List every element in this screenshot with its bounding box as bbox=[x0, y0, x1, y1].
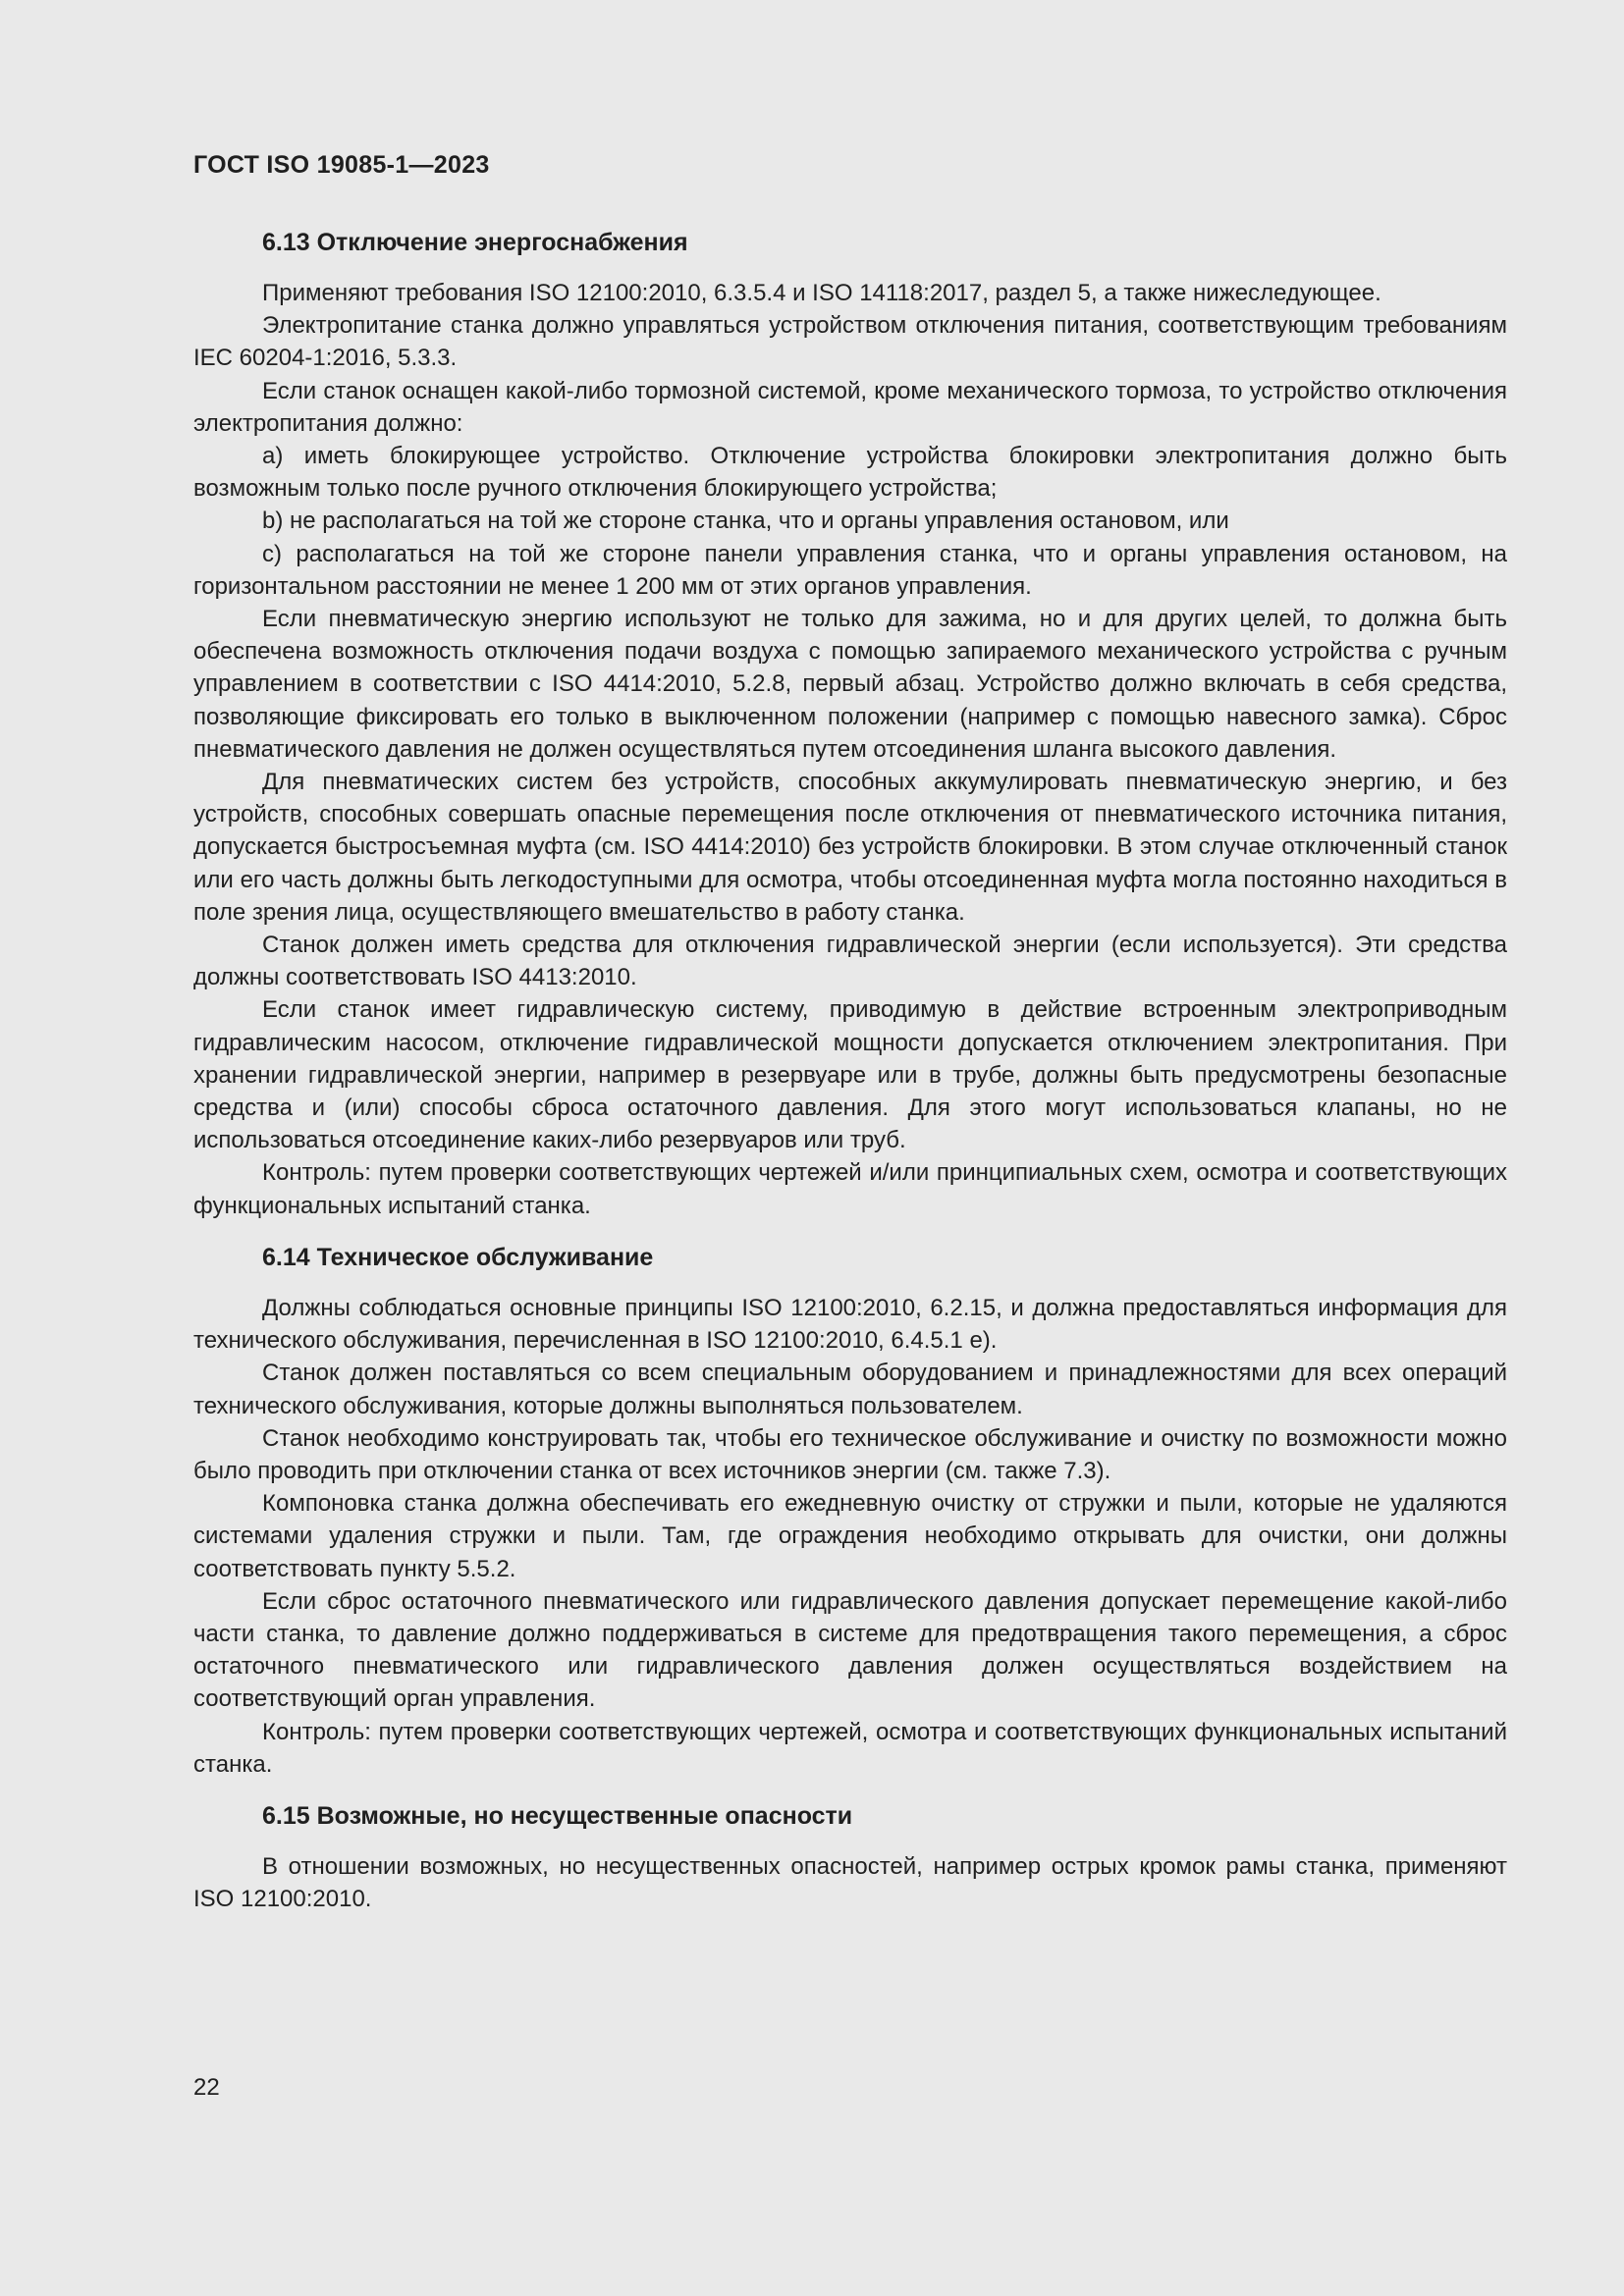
document-page bbox=[193, 145, 1507, 1915]
paragraph: Применяют требования ISO 12100:2010, 6.3.5.4 и ISO 14118:2017, раздел 5, а также нижеследующее. bbox=[262, 280, 1381, 306]
page-number: 22 bbox=[193, 2074, 220, 2101]
control-paragraph: Контроль: путем проверки соответствующих чертежей и/или принципиальных схем, осмотра и соответствующих функциональных испытаний станка. bbox=[193, 1159, 1507, 1219]
list-item-c: c) располагаться на той же стороне панели управления станка, что и органы управления остановом, на горизонтальном расстоянии не менее 1 200 мм от этих органов управления. bbox=[193, 540, 1507, 600]
section-title: 6.13 Отключение энергоснабжения bbox=[262, 229, 688, 256]
section-title: 6.14 Техническое обслуживание bbox=[262, 1243, 654, 1271]
paragraph: В отношении возможных, но несущественных опасностей, например острых кромок рамы станка, применяют ISO 12100:2010. bbox=[193, 1852, 1507, 1913]
paragraph: Если станок имеет гидравлическую систему, приводимую в действие встроенным электроприводным гидравлическим насосом, отключение гидравлической мощности допускается отключением электропитания. При хранении гидравлической энергии, например в резервуаре или в трубе, должны быть предусмотрены безопасные средства и (или) способы сброса остаточного давления. Для этого могут использоваться клапаны, но не использоваться отсоединение каких-либо резервуаров или труб. bbox=[193, 996, 1507, 1154]
paragraph: Для пневматических систем без устройств, способных аккумулировать пневматическую энергию, и без устройств, способных совершать опасные перемещения после отключения от пневматического источника питания, допускается быстросъемная муфта (см. ISO 4414:2010) без устройств блокировки. В этом случае отключенный станок или его часть должны быть легкодоступными для осмотра, чтобы отсоединенная муфта могла постоянно находиться в поле зрения лица, осуществляющего вмешательство в работу станка. bbox=[193, 769, 1507, 926]
section-6-15 bbox=[193, 1800, 1507, 1915]
section-6-14 bbox=[193, 1242, 1507, 1781]
paragraph: Станок должен поставляться со всем специальным оборудованием и принадлежностями для всех операций технического обслуживания, которые должны выполняться пользователем. bbox=[193, 1360, 1507, 1419]
paragraph: Если станок оснащен какой-либо тормозной системой, кроме механического тормоза, то устройство отключения электропитания должно: bbox=[193, 377, 1507, 437]
section-6-13 bbox=[193, 227, 1507, 1222]
paragraph: Компоновка станка должна обеспечивать его ежедневную очистку от стружки и пыли, которые не удаляются системами удаления стружки и пыли. Там, где ограждения необходимо открывать для очистки, они должны соответствовать пункту 5.5.2. bbox=[193, 1490, 1507, 1582]
paragraph: Если сброс остаточного пневматического или гидравлического давления допускает перемещение какой-либо части станка, то давление должно поддерживаться в системе для предотвращения такого перемещения, а сброс остаточного пневматического или гидравлического давления должен осуществляться воздействием на соответствующий орган управления. bbox=[193, 1587, 1507, 1713]
list-item-a: a) иметь блокирующее устройство. Отключение устройства блокировки электропитания должно быть возможным только после ручного отключения блокирующего устройства; bbox=[193, 443, 1507, 503]
paragraph: Электропитание станка должно управляться устройством отключения питания, соответствующим требованиям IEC 60204-1:2016, 5.3.3. bbox=[193, 312, 1507, 372]
control-paragraph: Контроль: путем проверки соответствующих чертежей, осмотра и соответствующих функциональных испытаний станка. bbox=[193, 1718, 1507, 1778]
section-title: 6.15 Возможные, но несущественные опасности bbox=[262, 1801, 853, 1830]
paragraph: Станок должен иметь средства для отключения гидравлической энергии (если используется). Эти средства должны соответствовать ISO 4413:2010. bbox=[193, 932, 1507, 991]
document-header: ГОСТ ISO 19085-1—2023 bbox=[193, 151, 490, 179]
list-item-b: b) не располагаться на той же стороне станка, что и органы управления остановом, или bbox=[262, 507, 1229, 535]
paragraph: Должны соблюдаться основные принципы ISO 12100:2010, 6.2.15, и должна предоставляться информация для технического обслуживания, перечисленная в ISO 12100:2010, 6.4.5.1 е). bbox=[193, 1294, 1507, 1355]
paragraph: Если пневматическую энергию используют не только для зажима, но и для других целей, то должна быть обеспечена возможность отключения подачи воздуха с помощью запираемого механического устройства с ручным управлением в соответствии с ISO 4414:2010, 5.2.8, первый абзац. Устройство должно включать в себя средства, позволяющие фиксировать его только в выключенном положении (например с помощью навесного замка). Сброс пневматического давления не должен осуществляться путем отсоединения шланга высокого давления. bbox=[193, 606, 1507, 763]
paragraph: Станок необходимо конструировать так, чтобы его техническое обслуживание и очистку по возможности можно было проводить при отключении станка от всех источников энергии (см. также 7.3). bbox=[193, 1424, 1507, 1484]
